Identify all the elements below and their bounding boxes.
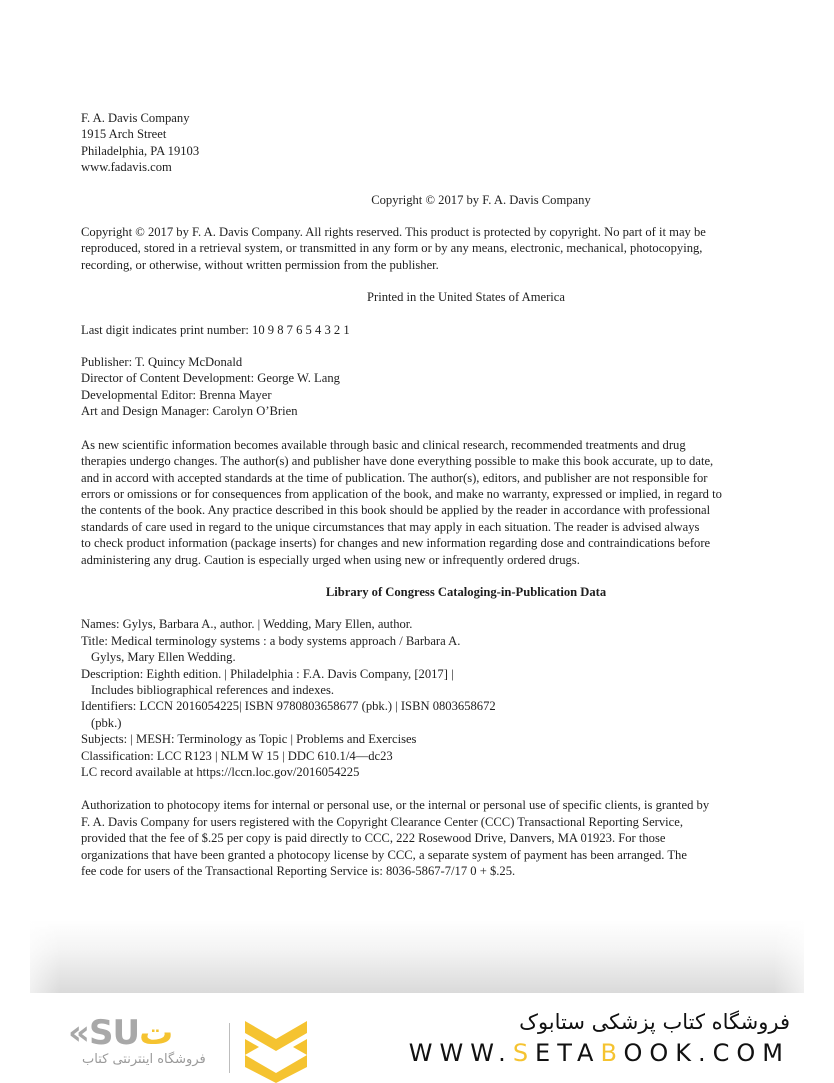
- cip-lc-record: LC record available at https://lccn.loc.gov/2016054225: [81, 765, 360, 779]
- authorization-line: organizations that have been granted a photocopy license by CCC, a separate system of payment has been arranged. The: [81, 847, 687, 862]
- disclaimer-line: administering any drug. Caution is especially urged when using new or infrequently ordered drugs.: [81, 552, 580, 567]
- credit-art-manager: Art and Design Manager: Carolyn O’Brien: [81, 404, 298, 419]
- url-part: WWW.: [408, 1039, 513, 1067]
- cip-title-cont: Gylys, Mary Ellen Wedding.: [91, 650, 236, 665]
- rights-line: Copyright © 2017 by F. A. Davis Company. All rights reserved. This product is protected by copyright. No part of it may be: [81, 225, 706, 240]
- cip-subjects: Subjects: | MESH: Terminology as Topic | Problems and Exercises: [81, 732, 417, 747]
- url-part: OOK.COM: [623, 1039, 790, 1067]
- chevron-shield-icon: [245, 1017, 307, 1083]
- logo-subtitle: فروشگاه اینترنتی کتاب: [82, 1052, 206, 1067]
- logo-wordmark: [68, 1015, 173, 1051]
- publisher-street: 1915 Arch Street: [81, 127, 167, 142]
- print-number: Last digit indicates print number: 10 9 8 7 6 5 4 3 2 1: [81, 322, 350, 337]
- rights-line: recording, or otherwise, without written permission from the publisher.: [81, 257, 439, 272]
- copyright-heading: Copyright © 2017 by F. A. Davis Company: [371, 192, 591, 207]
- credit-editor: Developmental Editor: Brenna Mayer: [81, 387, 272, 402]
- credit-publisher: Publisher: T. Quincy McDonald: [81, 355, 243, 370]
- disclaimer-line: errors or omissions or for consequences from application of the book, and make no warranty, expressed or implied, in regard to: [81, 486, 722, 501]
- disclaimer-line: As new scientific information becomes available through basic and clinical research, recommended treatments and drug: [81, 437, 686, 452]
- publisher-website: www.fadavis.com: [81, 160, 172, 175]
- disclaimer-line: the contents of the book. Any practice described in this book should be applied by the reader in accordance with professional: [81, 503, 711, 518]
- cip-description-cont: Includes bibliographical references and indexes.: [91, 682, 335, 697]
- disclaimer-line: to check product information (package inserts) for changes and new information regarding dose and contraindications before: [81, 536, 711, 551]
- shop-name: فروشگاه کتاب پزشکی ستابوک: [519, 1010, 790, 1034]
- copyright-page: [81, 110, 761, 879]
- cip-title: Title: Medical terminology systems : a body systems approach / Barbara A.: [81, 633, 461, 648]
- cip-heading: Library of Congress Cataloging-in-Publication Data: [325, 584, 607, 599]
- shop-url[interactable]: [409, 1039, 790, 1067]
- cip-data: [81, 616, 761, 780]
- printed-in: Printed in the United States of America: [367, 290, 565, 305]
- disclaimer-line: standards of care used in regard to the unique circumstances that may apply in each situation. The reader is advised always: [81, 519, 700, 534]
- cip-description: Description: Eighth edition. | Philadelphia : F.A. Davis Company, [2017] |: [81, 666, 454, 681]
- cip-classification: Classification: LCC R123 | NLM W 15 | DDC 610.1/4—dc23: [81, 748, 393, 763]
- watermark-shadow: [30, 920, 804, 993]
- disclaimer-line: therapies undergo changes. The author(s) and publisher have done everything possible to make this book accurate, up to date,: [81, 454, 714, 469]
- url-part: ETA: [535, 1039, 601, 1067]
- logo-mark-gray: SU: [88, 1013, 140, 1053]
- authorization-line: fee code for users of the Transactional Reporting Service is: 8036-5867-7/17 0 + $.25.: [81, 864, 516, 879]
- publisher-city: Philadelphia, PA 19103: [81, 143, 200, 158]
- credit-director: Director of Content Development: George W. Lang: [81, 371, 340, 386]
- cip-identifiers-cont: (pbk.): [91, 715, 122, 730]
- logo-mark-yellow: ت: [139, 1013, 174, 1053]
- rights-paragraph: [81, 224, 761, 273]
- credits: [81, 354, 761, 420]
- watermark-footer: [0, 995, 834, 1080]
- logo-divider: [229, 1023, 230, 1073]
- cip-names: Names: Gylys, Barbara A., author. | Wedding, Mary Ellen, author.: [81, 617, 413, 632]
- rights-line: reproduced, stored in a retrieval system, or transmitted in any form or by any means, electronic, mechanical, photocopying,: [81, 241, 703, 256]
- publisher-name: F. A. Davis Company: [81, 111, 190, 125]
- authorization-paragraph: [81, 797, 761, 879]
- setabook-logo: [68, 1015, 308, 1075]
- authorization-line: F. A. Davis Company for users registered with the Copyright Clearance Center (CCC) Transactional Reporting Service,: [81, 814, 683, 829]
- cip-identifiers: Identifiers: LCCN 2016054225| ISBN 9780803658677 (pbk.) | ISBN 0803658672: [81, 699, 496, 714]
- double-chevron-icon: «: [68, 1013, 89, 1053]
- url-part-accent: B: [600, 1039, 624, 1067]
- authorization-line: Authorization to photocopy items for internal or personal use, or the internal or personal use of specific clients, is granted by: [81, 798, 710, 813]
- disclaimer-line: and in accord with accepted standards at the time of publication. The author(s), editors, and publisher are not responsible for: [81, 470, 708, 485]
- disclaimer-paragraph: [81, 437, 761, 568]
- url-part-accent: S: [512, 1039, 536, 1067]
- publisher-address: [81, 110, 761, 176]
- authorization-line: provided that the fee of $.25 per copy is paid directly to CCC, 222 Rosewood Drive, Danvers, MA 01923. For those: [81, 831, 666, 846]
